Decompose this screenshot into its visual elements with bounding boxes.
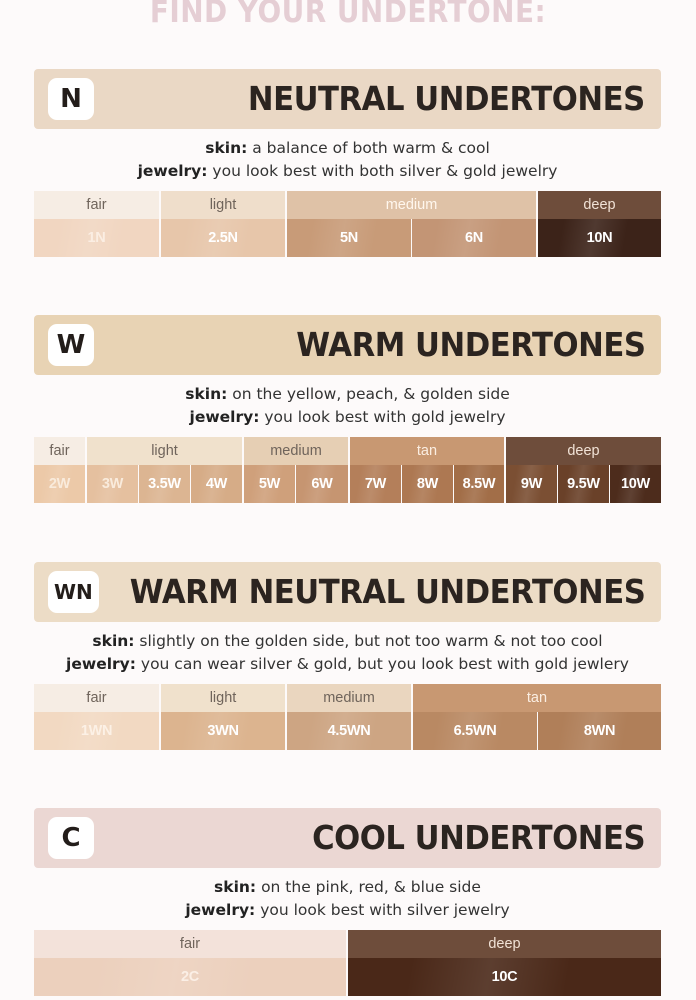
shade-swatch[interactable]: [34, 958, 346, 996]
skin-label: skin:: [205, 139, 248, 157]
shade-label: 8W: [416, 476, 439, 492]
neutral-header-band: [34, 69, 661, 129]
warm-undertones-section: [34, 315, 661, 503]
shade-label: 10N: [586, 230, 613, 246]
shade-label: 5W: [258, 476, 281, 492]
shade-swatch[interactable]: [34, 712, 159, 750]
shade-label: 1N: [87, 230, 106, 246]
warm-neutral-undertones-section: [34, 562, 661, 750]
shade-label: 9.5W: [567, 476, 600, 492]
cool-undertones-section: [34, 808, 661, 996]
jewelry-text: you look best with gold jewelry: [259, 408, 506, 426]
cool-header-band: [34, 808, 661, 868]
category-tan: tan: [350, 437, 504, 465]
neutral-title: NEUTRAL UNDERTONES: [248, 79, 645, 118]
warm-neutral-category-row: [34, 684, 661, 712]
category-fair: fair: [34, 437, 85, 465]
cool-description: [34, 868, 661, 922]
neutral-undertones-section: [34, 69, 661, 257]
category-medium: medium: [287, 191, 536, 219]
jewelry-text: you look best with silver jewelry: [255, 901, 510, 919]
shade-label: 6W: [311, 476, 333, 492]
category-tan: tan: [413, 684, 661, 712]
warm-neutral-badge: WN: [48, 571, 99, 613]
cool-shade-row: [34, 958, 661, 996]
jewelry-label: jewelry:: [137, 162, 208, 180]
shade-swatch[interactable]: [412, 219, 536, 257]
shade-swatch[interactable]: [34, 465, 85, 503]
page-title: FIND YOUR UNDERTONE:: [149, 0, 547, 30]
skin-text: slightly on the golden side, but not too warm & not too cool: [134, 632, 603, 650]
category-fair: fair: [34, 191, 159, 219]
shade-swatch[interactable]: [610, 465, 661, 503]
shade-swatch[interactable]: [538, 219, 661, 257]
neutral-skin-line: [34, 137, 661, 160]
warm-neutral-skin-line: [34, 630, 661, 653]
skin-text: on the pink, red, & blue side: [256, 878, 481, 896]
shade-swatch[interactable]: [454, 465, 504, 503]
category-deep: deep: [348, 930, 661, 958]
shade-label: 9W: [520, 476, 543, 492]
shade-swatch[interactable]: [296, 465, 348, 503]
shade-swatch[interactable]: [139, 465, 190, 503]
cool-category-row: [34, 930, 661, 958]
category-fair: fair: [34, 684, 159, 712]
skin-label: skin:: [185, 385, 228, 403]
skin-text: on the yellow, peach, & golden side: [227, 385, 510, 403]
cool-jewelry-line: [34, 899, 661, 922]
shade-label: 6N: [465, 230, 483, 246]
warm-badge: W: [48, 324, 94, 366]
warm-neutral-title: WARM NEUTRAL UNDERTONES: [129, 572, 645, 611]
shade-swatch[interactable]: [287, 219, 411, 257]
shade-swatch[interactable]: [350, 465, 401, 503]
shade-swatch[interactable]: [413, 712, 537, 750]
category-deep: deep: [538, 191, 661, 219]
shade-swatch[interactable]: [87, 465, 138, 503]
shade-label: 4W: [205, 476, 228, 492]
category-medium: medium: [287, 684, 411, 712]
jewelry-text: you can wear silver & gold, but you look best with gold jewlery: [135, 655, 629, 673]
shade-swatch[interactable]: [191, 465, 242, 503]
neutral-jewelry-line: [34, 160, 661, 183]
shade-swatch[interactable]: [558, 465, 609, 503]
shade-label: 4.5WN: [327, 723, 371, 739]
shade-swatch[interactable]: [287, 712, 411, 750]
category-light: light: [161, 191, 285, 219]
warm-neutral-description: [34, 622, 661, 676]
shade-swatch[interactable]: [244, 465, 295, 503]
warm-category-row: [34, 437, 661, 465]
shade-label: 7W: [364, 476, 387, 492]
category-deep: deep: [506, 437, 661, 465]
shade-label: 10W: [621, 476, 650, 492]
shade-swatch[interactable]: [161, 712, 285, 750]
shade-label: 10C: [491, 969, 518, 985]
skin-label: skin:: [92, 632, 135, 650]
warm-description: [34, 375, 661, 429]
jewelry-label: jewelry:: [66, 655, 136, 673]
shade-label: 3WN: [207, 723, 239, 739]
cool-title: COOL UNDERTONES: [311, 818, 645, 857]
cool-skin-line: [34, 876, 661, 899]
shade-swatch[interactable]: [348, 958, 661, 996]
warm-neutral-header-band: [34, 562, 661, 622]
warm-neutral-shade-row: [34, 712, 661, 750]
neutral-description: [34, 129, 661, 183]
shade-swatch[interactable]: [538, 712, 661, 750]
shade-swatch[interactable]: [161, 219, 285, 257]
skin-text: a balance of both warm & cool: [247, 139, 490, 157]
warm-title: WARM UNDERTONES: [295, 325, 645, 364]
shade-swatch[interactable]: [34, 219, 159, 257]
shade-swatch[interactable]: [402, 465, 453, 503]
neutral-shade-row: [34, 219, 661, 257]
neutral-category-row: [34, 191, 661, 219]
warm-jewelry-line: [34, 406, 661, 429]
skin-label: skin:: [214, 878, 257, 896]
warm-header-band: [34, 315, 661, 375]
shade-swatch[interactable]: [506, 465, 557, 503]
jewelry-label: jewelry:: [189, 408, 260, 426]
category-light: light: [161, 684, 285, 712]
shade-label: 8.5W: [462, 476, 496, 492]
shade-label: 6.5WN: [453, 723, 497, 739]
shade-label: 5N: [340, 230, 358, 246]
warm-shade-row: [34, 465, 661, 503]
shade-label: 8WN: [583, 723, 616, 739]
warm-skin-line: [34, 383, 661, 406]
shade-label: 2W: [48, 476, 71, 492]
jewelry-text: you look best with both silver & gold jewelry: [207, 162, 558, 180]
shade-label: 2.5N: [208, 230, 238, 246]
category-fair: fair: [34, 930, 346, 958]
shade-label: 2C: [181, 969, 199, 985]
shade-label: 3W: [101, 476, 124, 492]
category-medium: medium: [244, 437, 348, 465]
shade-label: 3.5W: [148, 476, 181, 492]
category-light: light: [87, 437, 242, 465]
jewelry-label: jewelry:: [185, 901, 256, 919]
neutral-badge: N: [48, 78, 94, 120]
warm-neutral-jewelry-line: [34, 653, 661, 676]
cool-badge: C: [48, 817, 94, 859]
shade-label: 1WN: [80, 723, 113, 739]
